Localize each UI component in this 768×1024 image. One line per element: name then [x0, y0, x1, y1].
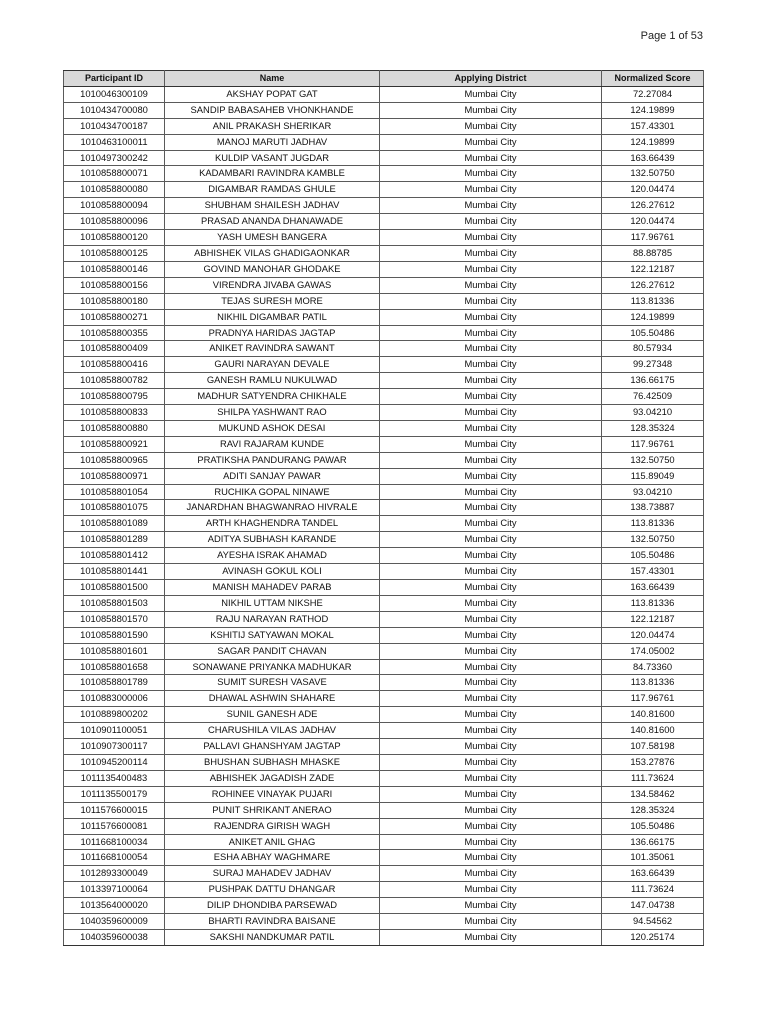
table-row: [64, 675, 704, 691]
name-cell: PRATIKSHA PANDURANG PAWAR: [165, 452, 380, 468]
score-cell: 120.04474: [602, 182, 704, 198]
participant-id-cell: 1011135400483: [64, 770, 165, 786]
district-cell: Mumbai City: [380, 150, 602, 166]
participant-id-cell: 1010858800071: [64, 166, 165, 182]
district-cell: Mumbai City: [380, 866, 602, 882]
name-cell: SURAJ MAHADEV JADHAV: [165, 866, 380, 882]
score-cell: 132.50750: [602, 532, 704, 548]
district-cell: Mumbai City: [380, 261, 602, 277]
name-cell: YASH UMESH BANGERA: [165, 230, 380, 246]
table-row: [64, 325, 704, 341]
page-number: Page 1 of 53: [640, 30, 703, 42]
name-cell: AYESHA ISRAK AHAMAD: [165, 548, 380, 564]
district-cell: Mumbai City: [380, 516, 602, 532]
name-cell: ABHISHEK JAGADISH ZADE: [165, 770, 380, 786]
table-row: [64, 595, 704, 611]
header-applying-district: Applying District: [380, 71, 602, 87]
name-cell: PRASAD ANANDA DHANAWADE: [165, 214, 380, 230]
score-cell: 153.27876: [602, 754, 704, 770]
district-cell: Mumbai City: [380, 643, 602, 659]
results-table: [63, 70, 704, 946]
table-row: [64, 850, 704, 866]
table-row: [64, 707, 704, 723]
district-cell: Mumbai City: [380, 500, 602, 516]
score-cell: 101.35061: [602, 850, 704, 866]
participant-id-cell: 1010858800120: [64, 230, 165, 246]
score-cell: 124.19899: [602, 134, 704, 150]
score-cell: 99.27348: [602, 357, 704, 373]
table-row: [64, 611, 704, 627]
district-cell: Mumbai City: [380, 580, 602, 596]
participant-id-cell: 1010858800965: [64, 452, 165, 468]
name-cell: KULDIP VASANT JUGDAR: [165, 150, 380, 166]
district-cell: Mumbai City: [380, 898, 602, 914]
participant-id-cell: 1010858800971: [64, 468, 165, 484]
name-cell: SHUBHAM SHAILESH JADHAV: [165, 198, 380, 214]
district-cell: Mumbai City: [380, 325, 602, 341]
name-cell: SAKSHI NANDKUMAR PATIL: [165, 929, 380, 945]
score-cell: 174.05002: [602, 643, 704, 659]
name-cell: ANIKET ANIL GHAG: [165, 834, 380, 850]
district-cell: Mumbai City: [380, 341, 602, 357]
score-cell: 113.81336: [602, 293, 704, 309]
score-cell: 84.73360: [602, 659, 704, 675]
score-cell: 111.73624: [602, 882, 704, 898]
score-cell: 94.54562: [602, 914, 704, 930]
table-row: [64, 150, 704, 166]
name-cell: BHUSHAN SUBHASH MHASKE: [165, 754, 380, 770]
participant-id-cell: 1010858801601: [64, 643, 165, 659]
table-row: [64, 341, 704, 357]
score-cell: 140.81600: [602, 707, 704, 723]
name-cell: ADITI SANJAY PAWAR: [165, 468, 380, 484]
name-cell: AVINASH GOKUL KOLI: [165, 564, 380, 580]
district-cell: Mumbai City: [380, 802, 602, 818]
participant-id-cell: 1011668100034: [64, 834, 165, 850]
district-cell: Mumbai City: [380, 611, 602, 627]
header-row: [64, 71, 704, 87]
table-row: [64, 564, 704, 580]
participant-id-cell: 1010858800782: [64, 373, 165, 389]
table-row: [64, 230, 704, 246]
table-row: [64, 436, 704, 452]
name-cell: DILIP DHONDIBA PARSEWAD: [165, 898, 380, 914]
table-row: [64, 691, 704, 707]
district-cell: Mumbai City: [380, 118, 602, 134]
participant-id-cell: 1010858800921: [64, 436, 165, 452]
name-cell: GANESH RAMLU NUKULWAD: [165, 373, 380, 389]
district-cell: Mumbai City: [380, 102, 602, 118]
participant-id-cell: 1010858800146: [64, 261, 165, 277]
participant-id-cell: 1010858800096: [64, 214, 165, 230]
table-row: [64, 389, 704, 405]
name-cell: SAGAR PANDIT CHAVAN: [165, 643, 380, 659]
score-cell: 76.42509: [602, 389, 704, 405]
district-cell: Mumbai City: [380, 548, 602, 564]
table-row: [64, 914, 704, 930]
participant-id-cell: 1013564000020: [64, 898, 165, 914]
name-cell: SANDIP BABASAHEB VHONKHANDE: [165, 102, 380, 118]
participant-id-cell: 1010858801658: [64, 659, 165, 675]
table-row: [64, 261, 704, 277]
name-cell: DIGAMBAR RAMDAS GHULE: [165, 182, 380, 198]
participant-id-cell: 1010858800156: [64, 277, 165, 293]
participant-id-cell: 1010858801054: [64, 484, 165, 500]
name-cell: DHAWAL ASHWIN SHAHARE: [165, 691, 380, 707]
participant-id-cell: 1010858800880: [64, 420, 165, 436]
name-cell: SHILPA YASHWANT RAO: [165, 405, 380, 421]
district-cell: Mumbai City: [380, 468, 602, 484]
table-row: [64, 532, 704, 548]
score-cell: 126.27612: [602, 198, 704, 214]
district-cell: Mumbai City: [380, 86, 602, 102]
district-cell: Mumbai City: [380, 309, 602, 325]
name-cell: NIKHIL DIGAMBAR PATIL: [165, 309, 380, 325]
name-cell: ADITYA SUBHASH KARANDE: [165, 532, 380, 548]
name-cell: BHARTI RAVINDRA BAISANE: [165, 914, 380, 930]
participant-id-cell: 1010858800833: [64, 405, 165, 421]
participant-id-cell: 1010858800795: [64, 389, 165, 405]
table-row: [64, 500, 704, 516]
participant-id-cell: 1010434700080: [64, 102, 165, 118]
score-cell: 72.27084: [602, 86, 704, 102]
name-cell: PUSHPAK DATTU DHANGAR: [165, 882, 380, 898]
name-cell: GOVIND MANOHAR GHODAKE: [165, 261, 380, 277]
participant-id-cell: 1011668100054: [64, 850, 165, 866]
district-cell: Mumbai City: [380, 754, 602, 770]
name-cell: SUNIL GANESH ADE: [165, 707, 380, 723]
score-cell: 136.66175: [602, 834, 704, 850]
table-row: [64, 293, 704, 309]
table-row: [64, 182, 704, 198]
table-row: [64, 420, 704, 436]
participant-id-cell: 1013397100064: [64, 882, 165, 898]
district-cell: Mumbai City: [380, 420, 602, 436]
district-cell: Mumbai City: [380, 134, 602, 150]
table-row: [64, 643, 704, 659]
table-row: [64, 357, 704, 373]
participant-id-cell: 1010945200114: [64, 754, 165, 770]
district-cell: Mumbai City: [380, 293, 602, 309]
table-row: [64, 818, 704, 834]
participant-id-cell: 1011576600015: [64, 802, 165, 818]
name-cell: NIKHIL UTTAM NIKSHE: [165, 595, 380, 611]
table-row: [64, 484, 704, 500]
table-row: [64, 309, 704, 325]
district-cell: Mumbai City: [380, 914, 602, 930]
score-cell: 113.81336: [602, 595, 704, 611]
table-row: [64, 516, 704, 532]
score-cell: 117.96761: [602, 230, 704, 246]
score-cell: 128.35324: [602, 420, 704, 436]
participant-id-cell: 1010046300109: [64, 86, 165, 102]
participant-id-cell: 1010883000006: [64, 691, 165, 707]
score-cell: 126.27612: [602, 277, 704, 293]
name-cell: RAJENDRA GIRISH WAGH: [165, 818, 380, 834]
table-row: [64, 627, 704, 643]
name-cell: GAURI NARAYAN DEVALE: [165, 357, 380, 373]
score-cell: 80.57934: [602, 341, 704, 357]
score-cell: 124.19899: [602, 309, 704, 325]
name-cell: RAJU NARAYAN RATHOD: [165, 611, 380, 627]
name-cell: KSHITIJ SATYAWAN MOKAL: [165, 627, 380, 643]
score-cell: 128.35324: [602, 802, 704, 818]
participant-id-cell: 1010858800094: [64, 198, 165, 214]
table-row: [64, 580, 704, 596]
table-row: [64, 802, 704, 818]
score-cell: 132.50750: [602, 166, 704, 182]
score-cell: 111.73624: [602, 770, 704, 786]
participant-id-cell: 1010497300242: [64, 150, 165, 166]
participant-id-cell: 1010858801500: [64, 580, 165, 596]
district-cell: Mumbai City: [380, 389, 602, 405]
name-cell: JANARDHAN BHAGWANRAO HIVRALE: [165, 500, 380, 516]
score-cell: 134.58462: [602, 786, 704, 802]
score-cell: 157.43301: [602, 564, 704, 580]
district-cell: Mumbai City: [380, 277, 602, 293]
score-cell: 107.58198: [602, 739, 704, 755]
participant-id-cell: 1011576600081: [64, 818, 165, 834]
header-normalized-score: Normalized Score: [602, 71, 704, 87]
score-cell: 163.66439: [602, 866, 704, 882]
name-cell: ABHISHEK VILAS GHADIGAONKAR: [165, 245, 380, 261]
participant-id-cell: 1010901100051: [64, 723, 165, 739]
table-body: [64, 86, 704, 945]
table-row: [64, 754, 704, 770]
name-cell: MUKUND ASHOK DESAI: [165, 420, 380, 436]
participant-id-cell: 1040359600009: [64, 914, 165, 930]
name-cell: ESHA ABHAY WAGHMARE: [165, 850, 380, 866]
district-cell: Mumbai City: [380, 786, 602, 802]
district-cell: Mumbai City: [380, 882, 602, 898]
name-cell: ARTH KHAGHENDRA TANDEL: [165, 516, 380, 532]
participant-id-cell: 1010858800271: [64, 309, 165, 325]
name-cell: MADHUR SATYENDRA CHIKHALE: [165, 389, 380, 405]
participant-id-cell: 1010858800416: [64, 357, 165, 373]
table-row: [64, 882, 704, 898]
table-row: [64, 198, 704, 214]
district-cell: Mumbai City: [380, 595, 602, 611]
table-row: [64, 245, 704, 261]
score-cell: 105.50486: [602, 548, 704, 564]
header-participant-id: Participant ID: [64, 71, 165, 87]
score-cell: 113.81336: [602, 516, 704, 532]
district-cell: Mumbai City: [380, 214, 602, 230]
district-cell: Mumbai City: [380, 182, 602, 198]
participant-id-cell: 1010858801570: [64, 611, 165, 627]
table-row: [64, 834, 704, 850]
district-cell: Mumbai City: [380, 818, 602, 834]
table-row: [64, 277, 704, 293]
score-cell: 115.89049: [602, 468, 704, 484]
score-cell: 163.66439: [602, 150, 704, 166]
table-row: [64, 929, 704, 945]
participant-id-cell: 1010858801789: [64, 675, 165, 691]
table-row: [64, 786, 704, 802]
score-cell: 124.19899: [602, 102, 704, 118]
participant-id-cell: 1010907300117: [64, 739, 165, 755]
name-cell: MANISH MAHADEV PARAB: [165, 580, 380, 596]
participant-id-cell: 1010463100011: [64, 134, 165, 150]
participant-id-cell: 1011135500179: [64, 786, 165, 802]
score-cell: 88.88785: [602, 245, 704, 261]
participant-id-cell: 1010858801441: [64, 564, 165, 580]
district-cell: Mumbai City: [380, 834, 602, 850]
score-cell: 163.66439: [602, 580, 704, 596]
district-cell: Mumbai City: [380, 405, 602, 421]
participant-id-cell: 1010858801289: [64, 532, 165, 548]
table-row: [64, 898, 704, 914]
participant-id-cell: 1010858800355: [64, 325, 165, 341]
district-cell: Mumbai City: [380, 564, 602, 580]
name-cell: PALLAVI GHANSHYAM JAGTAP: [165, 739, 380, 755]
name-cell: RAVI RAJARAM KUNDE: [165, 436, 380, 452]
score-cell: 132.50750: [602, 452, 704, 468]
score-cell: 117.96761: [602, 691, 704, 707]
district-cell: Mumbai City: [380, 929, 602, 945]
district-cell: Mumbai City: [380, 627, 602, 643]
district-cell: Mumbai City: [380, 850, 602, 866]
district-cell: Mumbai City: [380, 723, 602, 739]
participant-id-cell: 1010858800180: [64, 293, 165, 309]
participant-id-cell: 1012893300049: [64, 866, 165, 882]
district-cell: Mumbai City: [380, 532, 602, 548]
score-cell: 122.12187: [602, 611, 704, 627]
score-cell: 136.66175: [602, 373, 704, 389]
score-cell: 140.81600: [602, 723, 704, 739]
district-cell: Mumbai City: [380, 357, 602, 373]
district-cell: Mumbai City: [380, 770, 602, 786]
district-cell: Mumbai City: [380, 166, 602, 182]
score-cell: 120.04474: [602, 214, 704, 230]
participant-id-cell: 1010858801503: [64, 595, 165, 611]
participant-id-cell: 1010858800409: [64, 341, 165, 357]
score-cell: 147.04738: [602, 898, 704, 914]
score-cell: 105.50486: [602, 818, 704, 834]
participant-id-cell: 1010889800202: [64, 707, 165, 723]
name-cell: KADAMBARI RAVINDRA KAMBLE: [165, 166, 380, 182]
district-cell: Mumbai City: [380, 739, 602, 755]
name-cell: SONAWANE PRIYANKA MADHUKAR: [165, 659, 380, 675]
score-cell: 122.12187: [602, 261, 704, 277]
name-cell: CHARUSHILA VILAS JADHAV: [165, 723, 380, 739]
name-cell: ANIKET RAVINDRA SAWANT: [165, 341, 380, 357]
score-cell: 93.04210: [602, 405, 704, 421]
district-cell: Mumbai City: [380, 436, 602, 452]
participant-id-cell: 1010858800125: [64, 245, 165, 261]
table-row: [64, 214, 704, 230]
district-cell: Mumbai City: [380, 452, 602, 468]
name-cell: MANOJ MARUTI JADHAV: [165, 134, 380, 150]
score-cell: 93.04210: [602, 484, 704, 500]
name-cell: PRADNYA HARIDAS JAGTAP: [165, 325, 380, 341]
name-cell: PUNIT SHRIKANT ANERAO: [165, 802, 380, 818]
table-row: [64, 118, 704, 134]
name-cell: RUCHIKA GOPAL NINAWE: [165, 484, 380, 500]
district-cell: Mumbai City: [380, 675, 602, 691]
name-cell: ROHINEE VINAYAK PUJARI: [165, 786, 380, 802]
table-row: [64, 468, 704, 484]
participant-id-cell: 1010858801089: [64, 516, 165, 532]
score-cell: 157.43301: [602, 118, 704, 134]
table-row: [64, 373, 704, 389]
participant-id-cell: 1010858801412: [64, 548, 165, 564]
table-row: [64, 452, 704, 468]
name-cell: ANIL PRAKASH SHERIKAR: [165, 118, 380, 134]
district-cell: Mumbai City: [380, 659, 602, 675]
district-cell: Mumbai City: [380, 245, 602, 261]
district-cell: Mumbai City: [380, 484, 602, 500]
district-cell: Mumbai City: [380, 691, 602, 707]
participant-id-cell: 1010858800080: [64, 182, 165, 198]
table-row: [64, 548, 704, 564]
score-cell: 105.50486: [602, 325, 704, 341]
district-cell: Mumbai City: [380, 373, 602, 389]
score-cell: 113.81336: [602, 675, 704, 691]
participant-id-cell: 1010434700187: [64, 118, 165, 134]
score-cell: 120.25174: [602, 929, 704, 945]
district-cell: Mumbai City: [380, 707, 602, 723]
table-row: [64, 134, 704, 150]
name-cell: VIRENDRA JIVABA GAWAS: [165, 277, 380, 293]
participant-id-cell: 1010858801075: [64, 500, 165, 516]
participant-id-cell: 1010858801590: [64, 627, 165, 643]
table-row: [64, 866, 704, 882]
name-cell: SUMIT SURESH VASAVE: [165, 675, 380, 691]
participant-id-cell: 1040359600038: [64, 929, 165, 945]
table-row: [64, 166, 704, 182]
table-row: [64, 723, 704, 739]
name-cell: AKSHAY POPAT GAT: [165, 86, 380, 102]
score-cell: 120.04474: [602, 627, 704, 643]
district-cell: Mumbai City: [380, 230, 602, 246]
header-name: Name: [165, 71, 380, 87]
score-cell: 138.73887: [602, 500, 704, 516]
table-row: [64, 770, 704, 786]
table-row: [64, 405, 704, 421]
table-row: [64, 659, 704, 675]
table-header: [64, 71, 704, 87]
score-cell: 117.96761: [602, 436, 704, 452]
table-row: [64, 86, 704, 102]
table-row: [64, 739, 704, 755]
table-row: [64, 102, 704, 118]
district-cell: Mumbai City: [380, 198, 602, 214]
name-cell: TEJAS SURESH MORE: [165, 293, 380, 309]
